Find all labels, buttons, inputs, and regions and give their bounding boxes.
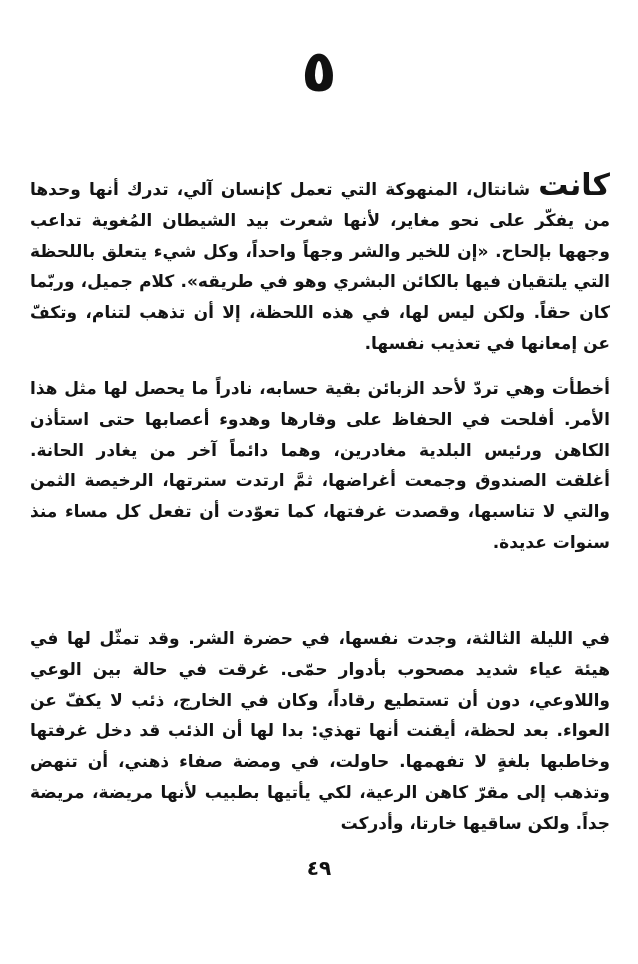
paragraph-3: في الليلة الثالثة، وجدت نفسها، في حضرة الشر. وقد تمثّل لها في هيئة عياء شديد مصحوب بأدوار حمّى. غرقت في حالة بين الوعي واللاوعي، دون أن تستطيع رقاداً، وكان في الخارج، ذئب لا يكفّ عن العواء. بعد لحظة، أيقنت أنها تهذي: بدا لها أن الذئب قد دخل غرفتها وخاطبها بلغةٍ لا تفهمها. حاولت، في ومضة صفاء ذهني، أن تنهض وتذهب إلى مقرّ كاهن الرعية، لكي يأتيها بطبيب لأنها مريضة، مريضة جداً. ولكن ساقيها خارتا، وأدركت <box>30 629 610 834</box>
page-number: ٤٩ <box>306 856 332 880</box>
paragraph-2: أخطأت وهي تردّ لأحد الزبائن بقية حسابه، نادراً ما يحصل لها مثل هذا الأمر. أفلحت في الحفاظ على وقارها وهدوء أعصابها حتى استأذن الكاهن ورئيس البلدية مغادرين، وهما دائماً آخر من يغادر الحانة. أغلقت الصندوق وجمعت أغراضها، ثمَّ ارتدت سترتها، الرخيصة الثمن والتي لا تناسبها، وقصدت غرفتها، كما تعوّدت أن تفعل كل مساء منذ سنوات عديدة. <box>30 379 610 553</box>
paragraph-1 <box>30 168 610 360</box>
paragraph-lead-word: كانت <box>538 168 610 203</box>
paragraph-1-text: شانتال، المنهوكة التي تعمل كإنسان آلي، تدرك أنها وحدها من يفكّر على نحو مغاير، لأنها شعرت بيد الشيطان المُغوية تداعب وجهها بإلحاح. «إن للخير والشر وجهاً واحداً، وكل شيء يتعلق باللحظة التي يلتقيان فيها بالكائن البشري وهو في طريقه». كلام جميل، وربّما كان حقاً. ولكن ليس لها، في هذه اللحظة، إلا أن تذهب لتنام، وتكفّ عن إمعانها في تعذيب نفسها. <box>30 180 610 354</box>
chapter-number: ٥ <box>301 37 337 105</box>
